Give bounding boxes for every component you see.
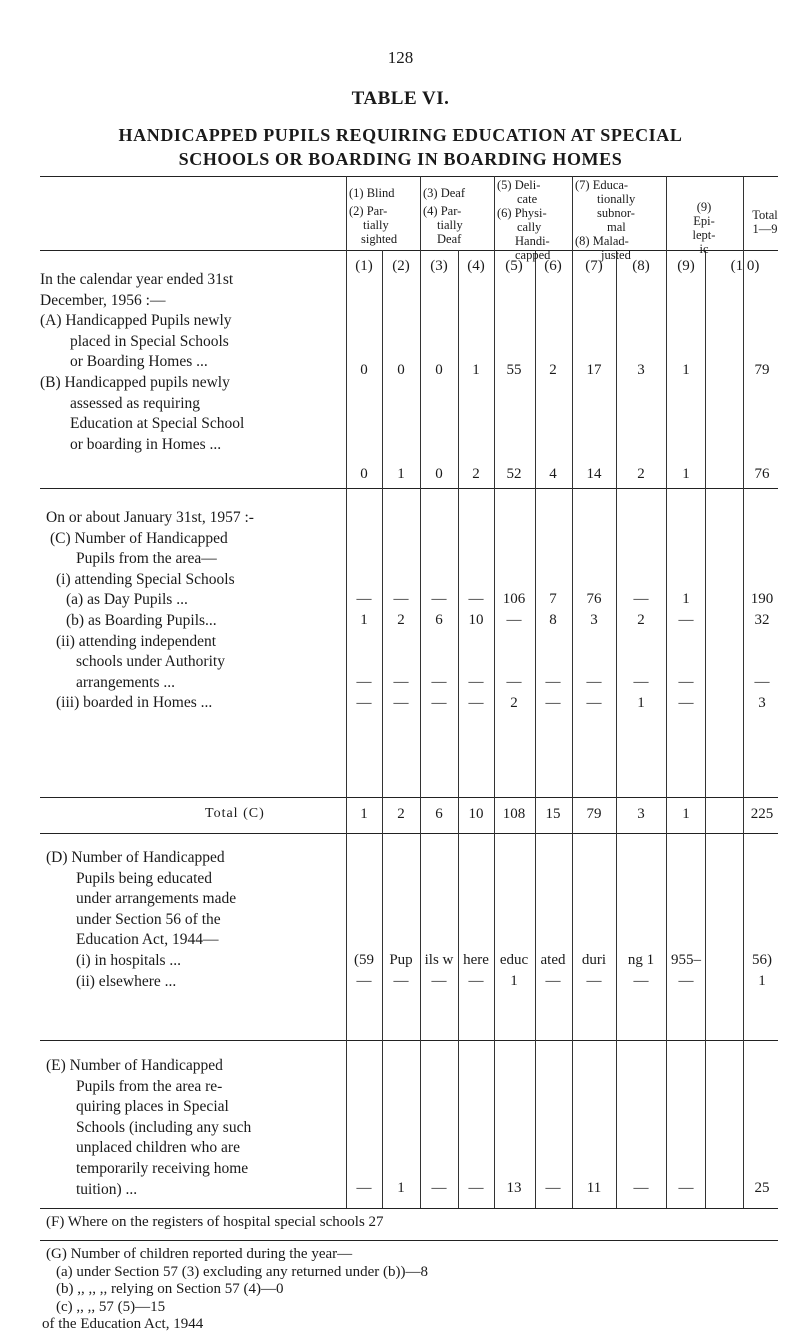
table-cell: — xyxy=(586,695,602,711)
column-number: (1 0) xyxy=(730,258,760,274)
table-cell: here xyxy=(463,952,489,968)
header-deaf: (3) Deaf (4) Par- tially Deaf xyxy=(423,186,465,246)
section-c-label: On or about January 31st, 1957 :- (C) Number of Handicapped Pupils from the area— (i) attending Special Schools (a) as Day Pupils ... (b) as Boarding Pupils... (ii) attending independent schools under Authority arrangements ... (iii) boarded in Homes ... xyxy=(46,509,254,712)
table-cell: 0 xyxy=(435,362,443,378)
table-cell: 1 xyxy=(682,362,690,378)
table-cell: — xyxy=(468,973,484,989)
rule-before-total xyxy=(40,797,778,798)
table-cell: 2 xyxy=(637,612,645,628)
table-cell: 2 xyxy=(549,362,557,378)
table-cell: 14 xyxy=(586,466,602,482)
table-cell: — xyxy=(633,1180,649,1196)
table-cell: — xyxy=(356,973,372,989)
table-cell: — xyxy=(545,674,561,690)
table-cell: — xyxy=(545,1180,561,1196)
column-number: (1) xyxy=(355,258,373,274)
header-delicate-physically-handicapped: (5) Deli- cate (6) Physi- cally Handi- capped xyxy=(497,178,551,262)
table-cell: — xyxy=(468,1180,484,1196)
table-cell: 2 xyxy=(637,466,645,482)
rule-after-section-d xyxy=(40,1040,778,1041)
table-cell: 1 xyxy=(472,362,480,378)
table-cell: — xyxy=(586,674,602,690)
table-cell: 1 xyxy=(360,806,368,822)
table-cell: 1 xyxy=(397,466,405,482)
table-cell: educ xyxy=(499,952,529,968)
table-cell: 2 xyxy=(397,612,405,628)
column-number: (5) xyxy=(505,258,523,274)
total-c-label: Total (C) xyxy=(205,806,265,821)
table-cell: 955– xyxy=(671,952,701,968)
table-cell: — xyxy=(431,695,447,711)
table-cell: 4 xyxy=(549,466,557,482)
vline-c7 xyxy=(572,250,573,1208)
table-cell: — xyxy=(678,695,694,711)
vline-c5 xyxy=(494,250,495,1208)
table-cell: (59 xyxy=(354,952,374,968)
table-title: TABLE VI. xyxy=(351,88,450,109)
rule-top xyxy=(40,176,778,177)
table-cell: — xyxy=(754,674,770,690)
page-number: 128 xyxy=(387,48,414,67)
table-cell: — xyxy=(678,1180,694,1196)
section-d-label: (D) Number of Handicapped Pupils being educated under arrangements made under Section 56 of the Education Act, 1944— (i) in hospitals ... (ii) elsewhere ... xyxy=(46,849,237,990)
table-cell: — xyxy=(431,1180,447,1196)
table-cell: 10 xyxy=(468,806,484,822)
table-cell: — xyxy=(545,973,561,989)
table-cell: 0 xyxy=(360,466,368,482)
table-cell: — xyxy=(393,591,409,607)
table-subtitle-line1: HANDICAPPED PUPILS REQUIRING EDUCATION AT SPECIAL xyxy=(118,125,683,145)
vline-right xyxy=(743,250,744,1208)
table-cell: 6 xyxy=(435,612,443,628)
column-number: (3) xyxy=(430,258,448,274)
rule-after-f xyxy=(40,1240,778,1241)
table-cell: 79 xyxy=(754,362,770,378)
table-cell: — xyxy=(468,695,484,711)
table-cell: 79 xyxy=(586,806,602,822)
vline-g2 xyxy=(420,176,421,250)
section-a-b-label: In the calendar year ended 31st December, 1956 :— (A) Handicapped Pupils newly placed in Special Schools or Boarding Homes ... (B) Handicapped pupils newly assessed as requiring Education at Special School or boarding in Homes ... xyxy=(40,271,245,453)
table-cell: 25 xyxy=(754,1180,770,1196)
table-cell: 2 xyxy=(472,466,480,482)
header-epileptic: (9) Epi- lept- ic xyxy=(692,200,716,256)
table-cell: 1 xyxy=(682,591,690,607)
table-cell: — xyxy=(586,973,602,989)
table-cell: — xyxy=(678,973,694,989)
table-cell: 11 xyxy=(586,1180,602,1196)
table-cell: 106 xyxy=(502,591,526,607)
table-cell: 8 xyxy=(549,612,557,628)
table-cell: 0 xyxy=(397,362,405,378)
table-cell: 3 xyxy=(637,362,645,378)
table-cell: 3 xyxy=(758,695,766,711)
table-cell: — xyxy=(393,973,409,989)
table-cell: 1 xyxy=(637,695,645,711)
table-cell: 76 xyxy=(754,466,770,482)
table-cell: — xyxy=(468,674,484,690)
rule-after-section-b xyxy=(40,488,778,489)
table-cell: 108 xyxy=(502,806,526,822)
table-cell: — xyxy=(431,674,447,690)
vline-c8 xyxy=(616,250,617,1208)
table-cell: 7 xyxy=(549,591,557,607)
table-cell: — xyxy=(545,695,561,711)
vline-g4 xyxy=(572,176,573,250)
table-cell: — xyxy=(356,1180,372,1196)
table-cell: — xyxy=(633,591,649,607)
table-cell: — xyxy=(393,695,409,711)
column-number: (7) xyxy=(585,258,603,274)
table-cell: 1 xyxy=(682,466,690,482)
table-cell: 1 xyxy=(397,1180,405,1196)
column-number: (8) xyxy=(632,258,650,274)
table-cell: 17 xyxy=(586,362,602,378)
table-cell: 2 xyxy=(397,806,405,822)
table-cell: 13 xyxy=(506,1180,522,1196)
rule-after-section-e xyxy=(40,1208,778,1209)
table-cell: 1 xyxy=(682,806,690,822)
table-cell: ng 1 xyxy=(627,952,655,968)
section-e-label: (E) Number of Handicapped Pupils from the area re- quiring places in Special Schools (including any such unplaced children who are temporarily receiving home tuition) ... xyxy=(46,1057,252,1198)
table-cell: ils w xyxy=(424,952,454,968)
header-total: Total 1—9 xyxy=(752,208,778,236)
vline-c4 xyxy=(458,250,459,1208)
table-cell: — xyxy=(393,674,409,690)
table-cell: 0 xyxy=(435,466,443,482)
table-cell: — xyxy=(678,612,694,628)
table-cell: — xyxy=(633,674,649,690)
table-subtitle-line2: SCHOOLS OR BOARDING IN BOARDING HOMES xyxy=(178,149,623,169)
table-cell: — xyxy=(431,973,447,989)
table-cell: 55 xyxy=(506,362,522,378)
table-cell: — xyxy=(633,973,649,989)
table-cell: Pup xyxy=(389,952,413,968)
column-number: (4) xyxy=(467,258,485,274)
column-number: (2) xyxy=(392,258,410,274)
vline-stub xyxy=(346,176,347,1208)
table-cell: 2 xyxy=(510,695,518,711)
column-number: (9) xyxy=(677,258,695,274)
table-cell: duri xyxy=(581,952,607,968)
vline-c9 xyxy=(666,250,667,1208)
table-cell: ated xyxy=(540,952,566,968)
table-cell: 1 xyxy=(360,612,368,628)
table-cell: 3 xyxy=(637,806,645,822)
table-cell: 76 xyxy=(586,591,602,607)
vline-g3 xyxy=(494,176,495,250)
header-blind: (1) Blind (2) Par- tially sighted xyxy=(349,186,398,246)
vline-c6 xyxy=(535,250,536,1208)
table-cell: — xyxy=(356,674,372,690)
table-cell: — xyxy=(356,591,372,607)
table-cell: 15 xyxy=(545,806,561,822)
table-cell: 1 xyxy=(758,973,766,989)
table-cell: 0 xyxy=(360,362,368,378)
table-cell: — xyxy=(506,612,522,628)
table-cell: 10 xyxy=(468,612,484,628)
table-cell: 3 xyxy=(590,612,598,628)
table-cell: — xyxy=(506,674,522,690)
vline-g6 xyxy=(743,176,744,250)
table-cell: 6 xyxy=(435,806,443,822)
table-cell: 56) xyxy=(752,952,772,968)
footer-g: (G) Number of children reported during the year— (a) under Section 57 (3) excluding any returned under (b))—8 (b) ,, ,, ,, relying on Section 57 (4)—0 (c) ,, ,, 57 (5)—15 of the Education Act, 1944 xyxy=(42,1246,428,1332)
table-cell: — xyxy=(356,695,372,711)
column-number: (6) xyxy=(544,258,562,274)
table-cell: 1 xyxy=(510,973,518,989)
table-cell: — xyxy=(431,591,447,607)
vline-c2 xyxy=(382,250,383,1208)
table-cell: 52 xyxy=(506,466,522,482)
vline-g5 xyxy=(666,176,667,250)
table-cell: 32 xyxy=(754,612,770,628)
vline-c10 xyxy=(705,250,706,1208)
table-cell: — xyxy=(468,591,484,607)
header-educationally-subnormal-maladjusted: (7) Educa- tionally subnor- mal (8) Malad- justed xyxy=(575,178,636,262)
table-cell: 190 xyxy=(750,591,774,607)
table-cell: 225 xyxy=(750,806,774,822)
vline-c3 xyxy=(420,250,421,1208)
table-cell: — xyxy=(678,674,694,690)
rule-after-total xyxy=(40,833,778,834)
footer-f: (F) Where on the registers of hospital special schools 27 xyxy=(46,1214,384,1230)
